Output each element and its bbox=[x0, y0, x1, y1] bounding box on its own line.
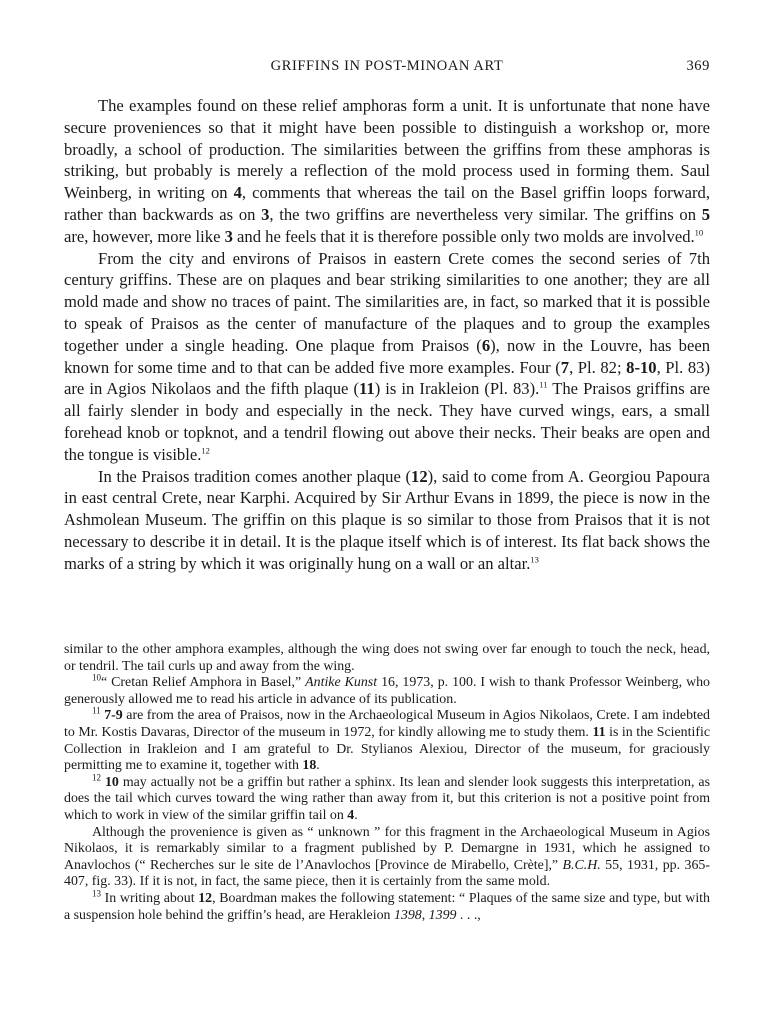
catalogue-number: 11 bbox=[592, 724, 606, 740]
footnote-number: 11 bbox=[92, 705, 101, 716]
text-run: , Pl. 83) are in Agios Nikolaos and the fifth plaque ( bbox=[64, 357, 710, 399]
footnote-ref: 11 bbox=[539, 379, 548, 390]
footnote-number: 13 bbox=[92, 888, 101, 899]
catalogue-number: 7 bbox=[560, 357, 570, 377]
footnote-ref: 10 bbox=[694, 227, 704, 238]
text-run: , Boardman makes the following statement: “ Plaques of the same size and type, but with a suspension hole behind the griffin’s head, are Herakleion bbox=[64, 890, 710, 923]
text-run: From the city and environs of Praisos in eastern Crete comes the second series of 7th century griffins. These are on plaques and bear striking similarities to one another; they are all mold made and show no traces of paint. The similarities are, in fact, so marked that it is possible to speak of Praisos as the center of manufacture of the plaques and to group the examples together under a single heading. One plaque from Praisos ( bbox=[64, 248, 710, 355]
text-run: are, however, more like bbox=[64, 226, 225, 246]
footnote-number: 12 bbox=[92, 772, 101, 783]
text-run: , comments that whereas the tail on the Basel griffin loops forward, rather than backwards as on bbox=[64, 183, 710, 224]
text-run: In writing about bbox=[101, 890, 199, 906]
paragraph-2 bbox=[64, 248, 710, 466]
catalogue-number: 4 bbox=[347, 807, 355, 823]
running-header bbox=[64, 58, 710, 80]
text-run: ), said to come from A. Georgiou Papoura in east central Crete, near Karphi. Acquired by Sir Arthur Evans in 1899, the piece is now in the Ashmolean Museum. The griffin on this plaque is so similar to those from Praisos that it is not necessary to describe it in detail. It is the plaque itself which is of interest. Its flat back shows the marks of a string by which it was originally hung on a wall or an altar. bbox=[64, 466, 710, 573]
footnote-ref: 12 bbox=[201, 445, 210, 456]
text-run: 55, 1931, pp. 365-407, fig. 33). If it is not, in fact, the same piece, then it is certainly from the same mold. bbox=[64, 857, 710, 890]
catalogue-number: 3 bbox=[261, 204, 270, 224]
page-number: 369 bbox=[686, 58, 710, 74]
text-run: are from the area of Praisos, now in the Archaeological Museum in Agios Nikolaos, Crete. I am indebted to Mr. Kostis Davaras, Director of the museum in 1972, for kindly allowing me to study them. bbox=[64, 708, 710, 740]
paragraph-1 bbox=[64, 95, 710, 248]
text-run: . bbox=[316, 758, 320, 774]
text-run: 16, 1973, p. 100. I wish to thank Professor Weinberg, who generously allowed me to read his article in advance of its publication. bbox=[64, 675, 710, 707]
text-run: , Pl. 82; bbox=[569, 357, 627, 377]
catalogue-number: 11 bbox=[359, 379, 375, 399]
footnotes bbox=[64, 642, 710, 924]
main-text bbox=[64, 95, 710, 575]
journal-title: B.C.H. bbox=[562, 857, 601, 873]
text-run: may actually not be a griffin but rather a sphinx. Its lean and slender look suggests this interpretation, as does the tail which curves toward the wing rather than away from it, but this criterion is not a positive point from which to work in view of the similar griffin tail on bbox=[64, 774, 710, 823]
catalogue-number: 6 bbox=[481, 335, 491, 355]
footnote-continuation: similar to the other amphora examples, although the wing does not swing over far enough to touch the neck, head, or tendril. The tail curls up and away from the wing. bbox=[64, 642, 710, 674]
catalogue-number: 7-9 bbox=[104, 708, 123, 724]
text-run: , the two griffins are nevertheless very similar. The griffins on bbox=[269, 204, 702, 224]
catalogue-number: 12 bbox=[411, 466, 428, 486]
catalogue-number: 10 bbox=[104, 774, 119, 790]
footnote-12-continued bbox=[64, 825, 710, 891]
text-run: In the Praisos tradition comes another plaque ( bbox=[98, 466, 412, 486]
running-title: GRIFFINS IN POST-MINOAN ART bbox=[270, 58, 504, 74]
catalogue-number: 3 bbox=[224, 226, 233, 246]
text-run: . bbox=[354, 807, 358, 823]
inventory-number: 1398 bbox=[393, 907, 422, 923]
footnote-12 bbox=[64, 772, 710, 825]
footnote-13 bbox=[64, 888, 710, 924]
text-run: “ Cretan Relief Amphora in Basel,” bbox=[101, 675, 306, 691]
catalogue-number: 8-10 bbox=[626, 357, 657, 377]
footnote-11 bbox=[64, 705, 710, 774]
inventory-number: 1399 bbox=[428, 907, 457, 923]
footnote-10 bbox=[64, 672, 710, 708]
text-run: ) is in Irakleion (Pl. 83). bbox=[374, 379, 540, 399]
text-run: is in the Scientific Collection in Irakleion and I am grateful to Dr. Stylianos Alexiou, Director of the museum, for graciously permitting me to examine it, together with bbox=[64, 724, 710, 774]
text-run: , bbox=[421, 907, 429, 923]
text-run: Although the provenience is given as “ unknown ” for this fragment in the Archaeological Museum in Agios Nikolaos, it is remarkably similar to a fragment published by P. Demargne in 1931, which he assigned to Anavlochos (“ Recherches sur le site de l’Anavlochos [Province de Mirabello, Crète],” bbox=[64, 824, 710, 873]
text-run: and he feels that it is therefore possible only two molds are involved. bbox=[232, 226, 695, 246]
paragraph-3 bbox=[64, 466, 710, 575]
journal-title: Antike Kunst bbox=[305, 675, 378, 691]
catalogue-number: 18 bbox=[302, 758, 317, 774]
catalogue-number: 5 bbox=[701, 204, 710, 224]
footnote-number: 10 bbox=[92, 672, 101, 683]
catalogue-number: 12 bbox=[198, 890, 213, 906]
catalogue-number: 4 bbox=[233, 183, 242, 203]
footnote-ref: 13 bbox=[530, 554, 539, 565]
text-run: ), now in the Louvre, has been known for some time and to that can be added five more examples. Four ( bbox=[64, 335, 710, 377]
text-run: The Praisos griffins are all fairly slender in body and especially in the neck. They have curved wings, ears, a small forehead knob or topknot, and a tendril flowing out above their necks. Their beaks are open and the tongue is visible. bbox=[64, 379, 711, 464]
text-run: The examples found on these relief amphoras form a unit. It is unfortunate that none have secure proveniences so that it might have been possible to distinguish a workshop or, more broadly, a school of production. The similarities between the griffins from these amphoras is striking, but probably is merely a reflection of the mold process used in forming them. Saul Weinberg, in writing on bbox=[64, 96, 710, 203]
text-run: . . ., bbox=[456, 907, 481, 923]
